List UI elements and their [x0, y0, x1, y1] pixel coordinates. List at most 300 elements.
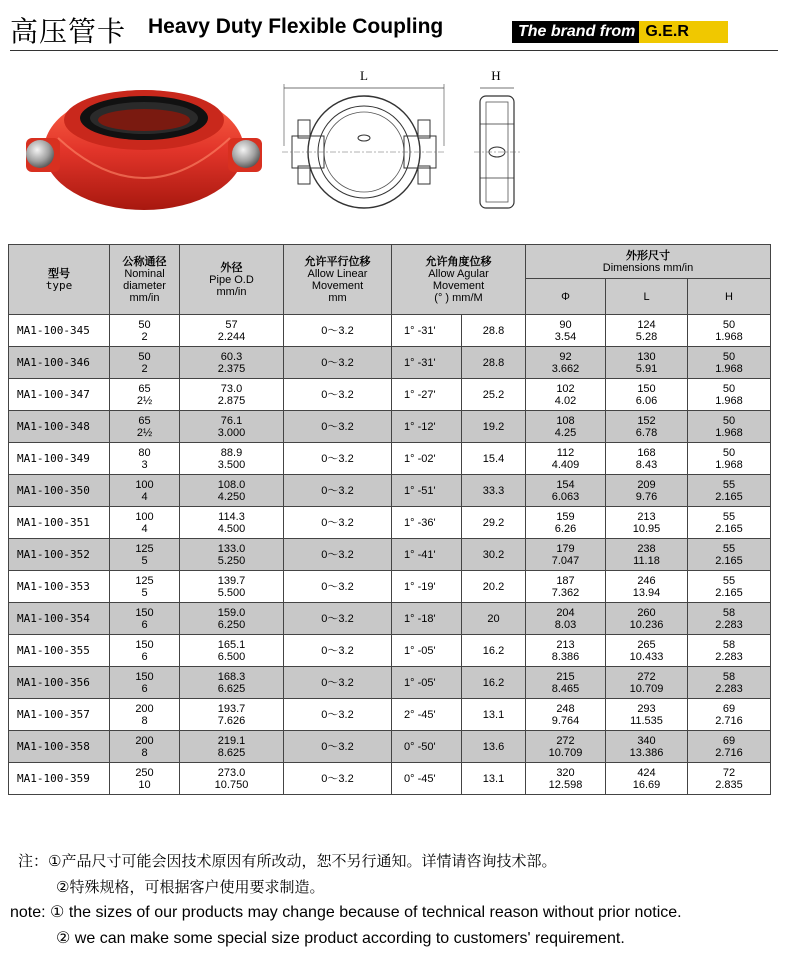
angle-cell: 1° -41': [392, 539, 462, 571]
h-cell-in: 2.283: [715, 618, 743, 631]
type-cell: MA1-100-349: [9, 443, 110, 475]
phi-cell-mm: 320: [556, 766, 575, 779]
h-cell-mm: 50: [722, 318, 736, 331]
h-cell-mm: 55: [722, 542, 736, 555]
h-cell-in: 1.968: [715, 458, 743, 471]
h-cell-in: 2.716: [715, 746, 743, 759]
h-cell-in: 2.283: [715, 682, 743, 695]
od-cell-in: 5.250: [217, 554, 246, 567]
mm-per-m-cell: 20.2: [462, 571, 526, 603]
h-cell-mm: 50: [722, 414, 736, 427]
mm-per-m-cell: 16.2: [462, 635, 526, 667]
header-nominal-diameter: 公称通径 Nominal diameter mm/in: [110, 245, 180, 315]
od-cell-mm: 193.7: [217, 702, 246, 715]
od-cell-mm: 165.1: [217, 638, 246, 651]
table-row: [9, 763, 771, 795]
brand-banner: [512, 21, 728, 43]
table-row: [9, 411, 771, 443]
nominal-cell-mm: 125: [135, 542, 154, 555]
nominal-cell-mm: 150: [135, 606, 154, 619]
l-cell: [606, 699, 688, 731]
header-pipe-od: 外径 Pipe O.D mm/in: [180, 245, 284, 315]
header-angular-movement: 允许角度位移 Allow Agular Movement (° ) mm/M: [392, 245, 526, 315]
h-cell: [688, 667, 771, 699]
h-cell: [688, 315, 771, 347]
table-row: [9, 475, 771, 507]
l-cell-in: 8.43: [635, 458, 658, 471]
l-cell-mm: 130: [637, 350, 656, 363]
phi-cell-in: 4.02: [554, 394, 577, 407]
type-cell: MA1-100-348: [9, 411, 110, 443]
od-cell: [180, 539, 284, 571]
od-cell-in: 4.500: [217, 522, 246, 535]
table-body: [9, 315, 771, 795]
l-cell-mm: 424: [637, 766, 656, 779]
phi-cell-in: 8.03: [554, 618, 577, 631]
h-cell-mm: 50: [722, 382, 736, 395]
nominal-cell: [110, 475, 180, 507]
phi-cell-mm: 159: [556, 510, 575, 523]
od-cell-in: 3.000: [217, 426, 246, 439]
nominal-cell-mm: 150: [135, 670, 154, 683]
l-cell-mm: 246: [637, 574, 656, 587]
linear-cell: 0～3.2: [284, 507, 392, 539]
nominal-cell-in: 2: [141, 330, 148, 343]
od-cell-in: 6.625: [217, 682, 246, 695]
phi-cell-in: 7.047: [551, 554, 580, 567]
phi-cell: [526, 315, 606, 347]
mm-per-m-cell: 19.2: [462, 411, 526, 443]
nominal-cell: [110, 731, 180, 763]
l-cell-in: 10.95: [632, 522, 661, 535]
l-cell: [606, 411, 688, 443]
header-l: L: [606, 279, 688, 315]
table-row: [9, 731, 771, 763]
phi-cell-in: 3.662: [551, 362, 580, 375]
phi-cell-mm: 213: [556, 638, 575, 651]
l-cell-mm: 272: [637, 670, 656, 683]
linear-cell: 0～3.2: [284, 667, 392, 699]
nominal-cell-mm: 100: [135, 510, 154, 523]
od-cell-in: 2.244: [217, 330, 246, 343]
h-cell-mm: 55: [722, 478, 736, 491]
nominal-cell-in: 4: [141, 522, 148, 535]
phi-cell-in: 9.764: [551, 714, 580, 727]
angle-cell: 1° -31': [392, 315, 462, 347]
type-cell: MA1-100-347: [9, 379, 110, 411]
linear-cell: 0～3.2: [284, 731, 392, 763]
phi-cell-in: 7.362: [551, 586, 580, 599]
nominal-cell-in: 6: [141, 618, 148, 631]
linear-cell: 0～3.2: [284, 379, 392, 411]
nominal-cell-in: 2½: [136, 394, 153, 407]
nominal-cell-mm: 200: [135, 702, 154, 715]
od-cell-mm: 219.1: [217, 734, 246, 747]
od-cell-mm: 114.3: [218, 510, 245, 523]
od-cell: [180, 379, 284, 411]
od-cell-in: 7.626: [217, 714, 246, 727]
type-cell: MA1-100-359: [9, 763, 110, 795]
nominal-cell: [110, 443, 180, 475]
h-cell-in: 2.283: [715, 650, 743, 663]
h-cell-in: 1.968: [715, 330, 743, 343]
nominal-cell-mm: 200: [135, 734, 154, 747]
od-cell-in: 10.750: [214, 778, 249, 791]
od-cell-mm: 57: [225, 318, 238, 331]
h-cell: [688, 475, 771, 507]
h-cell: [688, 539, 771, 571]
phi-cell: [526, 667, 606, 699]
l-cell-mm: 150: [637, 382, 656, 395]
phi-cell: [526, 539, 606, 571]
header-linear-movement: 允许平行位移 Allow Linear Movement mm: [284, 245, 392, 315]
l-cell: [606, 443, 688, 475]
od-cell-mm: 60.3: [220, 350, 243, 363]
phi-cell-in: 6.26: [554, 522, 577, 535]
h-cell: [688, 443, 771, 475]
od-cell: [180, 443, 284, 475]
phi-cell-mm: 90: [559, 318, 572, 331]
l-cell: [606, 507, 688, 539]
linear-cell: 0～3.2: [284, 539, 392, 571]
od-cell-mm: 73.0: [220, 382, 243, 395]
nominal-cell-in: 8: [141, 714, 148, 727]
note-english-2: ② we can make some special size product according to customers' requirement.: [56, 930, 625, 947]
linear-cell: 0～3.2: [284, 347, 392, 379]
od-cell-in: 6.500: [217, 650, 246, 663]
od-cell-mm: 159.0: [217, 606, 246, 619]
od-cell: [180, 603, 284, 635]
nominal-cell-in: 6: [141, 682, 148, 695]
phi-cell: [526, 379, 606, 411]
linear-cell: 0～3.2: [284, 411, 392, 443]
h-cell-in: 2.165: [715, 490, 743, 503]
angle-cell: 1° -51': [392, 475, 462, 507]
l-cell-in: 5.28: [635, 330, 658, 343]
h-cell-in: 2.835: [715, 778, 743, 791]
mm-per-m-cell: 29.2: [462, 507, 526, 539]
l-cell: [606, 571, 688, 603]
l-cell-in: 5.91: [635, 362, 658, 375]
h-cell: [688, 635, 771, 667]
od-cell-in: 8.625: [217, 746, 246, 759]
l-cell-mm: 124: [637, 318, 656, 331]
note-chinese-1: 注：①产品尺寸可能会因技术原因有所改动，恕不另行通知。详情请咨询技术部。: [18, 852, 557, 870]
nominal-cell: [110, 667, 180, 699]
l-cell-mm: 152: [637, 414, 656, 427]
od-cell-mm: 139.7: [217, 574, 246, 587]
mm-per-m-cell: 30.2: [462, 539, 526, 571]
l-cell-in: 11.18: [633, 554, 660, 567]
nominal-cell-in: 3: [141, 458, 148, 471]
mm-per-m-cell: 20: [462, 603, 526, 635]
l-cell: [606, 667, 688, 699]
type-cell: MA1-100-357: [9, 699, 110, 731]
l-cell: [606, 763, 688, 795]
linear-cell: 0～3.2: [284, 699, 392, 731]
nominal-cell-in: 5: [141, 586, 148, 599]
nominal-cell-mm: 100: [135, 478, 154, 491]
header-h: H: [688, 279, 771, 315]
table-row: [9, 347, 771, 379]
angle-cell: 1° -36': [392, 507, 462, 539]
phi-cell: [526, 699, 606, 731]
phi-cell: [526, 443, 606, 475]
phi-cell: [526, 571, 606, 603]
angle-cell: 1° -19': [392, 571, 462, 603]
l-cell-in: 13.94: [632, 586, 661, 599]
h-cell-mm: 58: [722, 670, 736, 683]
angle-cell: 1° -12': [392, 411, 462, 443]
mm-per-m-cell: 13.6: [462, 731, 526, 763]
h-cell-mm: 69: [722, 702, 736, 715]
phi-cell-mm: 272: [556, 734, 575, 747]
type-cell: MA1-100-356: [9, 667, 110, 699]
linear-cell: 0～3.2: [284, 763, 392, 795]
note-english-1: note: ① the sizes of our products may change because of technical reason without prior notice.: [10, 904, 682, 921]
od-cell: [180, 699, 284, 731]
phi-cell-mm: 248: [556, 702, 575, 715]
h-cell: [688, 699, 771, 731]
mm-per-m-cell: 33.3: [462, 475, 526, 507]
table-row: [9, 379, 771, 411]
h-cell-mm: 69: [722, 734, 736, 747]
angle-cell: 1° -27': [392, 379, 462, 411]
angle-cell: 1° -05': [392, 635, 462, 667]
od-cell-mm: 108.0: [217, 478, 246, 491]
nominal-cell-mm: 150: [135, 638, 154, 651]
linear-cell: 0～3.2: [284, 571, 392, 603]
l-cell-mm: 209: [637, 478, 656, 491]
nominal-cell: [110, 507, 180, 539]
nominal-cell-in: 5: [141, 554, 148, 567]
mm-per-m-cell: 25.2: [462, 379, 526, 411]
header-type: 型号 type: [9, 245, 110, 315]
type-cell: MA1-100-354: [9, 603, 110, 635]
od-cell: [180, 731, 284, 763]
mm-per-m-cell: 28.8: [462, 315, 526, 347]
l-cell-mm: 340: [637, 734, 656, 747]
type-cell: MA1-100-355: [9, 635, 110, 667]
od-cell: [180, 763, 284, 795]
nominal-cell-in: 10: [138, 778, 151, 791]
h-cell: [688, 379, 771, 411]
table-row: [9, 635, 771, 667]
phi-cell-in: 12.598: [548, 778, 583, 791]
l-cell-in: 6.06: [635, 394, 658, 407]
header-dimensions: 外形尺寸 Dimensions mm/in: [526, 245, 771, 279]
table-row: [9, 699, 771, 731]
table-row: [9, 539, 771, 571]
od-cell: [180, 507, 284, 539]
phi-cell-mm: 187: [556, 574, 575, 587]
h-cell-mm: 58: [722, 606, 736, 619]
phi-cell-in: 10.709: [548, 746, 583, 759]
od-cell-in: 4.250: [217, 490, 246, 503]
od-cell-mm: 133.0: [217, 542, 246, 555]
l-cell: [606, 379, 688, 411]
nominal-cell-mm: 80: [138, 446, 151, 459]
phi-cell: [526, 763, 606, 795]
mm-per-m-cell: 15.4: [462, 443, 526, 475]
specification-table: [8, 244, 771, 795]
mm-per-m-cell: 28.8: [462, 347, 526, 379]
header-rule: [10, 50, 778, 51]
od-cell: [180, 635, 284, 667]
nominal-cell: [110, 635, 180, 667]
nominal-cell-in: 4: [141, 490, 148, 503]
phi-cell-mm: 108: [556, 414, 575, 427]
l-cell-mm: 168: [637, 446, 656, 459]
l-cell-mm: 293: [637, 702, 656, 715]
type-cell: MA1-100-353: [9, 571, 110, 603]
nominal-cell: [110, 347, 180, 379]
h-cell: [688, 731, 771, 763]
table-row: [9, 443, 771, 475]
od-cell-mm: 76.1: [220, 414, 243, 427]
phi-cell-mm: 92: [559, 350, 572, 363]
angle-cell: 0° -50': [392, 731, 462, 763]
type-cell: MA1-100-352: [9, 539, 110, 571]
od-cell-mm: 168.3: [217, 670, 246, 683]
linear-cell: 0～3.2: [284, 603, 392, 635]
h-cell-in: 2.716: [715, 714, 743, 727]
l-cell-in: 10.709: [629, 682, 664, 695]
angle-cell: 1° -18': [392, 603, 462, 635]
phi-cell-mm: 215: [556, 670, 575, 683]
coupling-front-drawing: [278, 66, 450, 226]
nominal-cell: [110, 763, 180, 795]
mm-per-m-cell: 13.1: [462, 763, 526, 795]
phi-cell-in: 8.386: [551, 650, 580, 663]
dimension-l-label: L: [360, 68, 368, 83]
l-cell: [606, 635, 688, 667]
nominal-cell-mm: 50: [138, 318, 151, 331]
h-cell: [688, 411, 771, 443]
phi-cell: [526, 635, 606, 667]
dimension-h-label: H: [491, 68, 501, 83]
title-english: Heavy Duty Flexible Coupling: [148, 15, 444, 38]
h-cell: [688, 571, 771, 603]
h-cell: [688, 603, 771, 635]
l-cell-in: 6.78: [635, 426, 658, 439]
nominal-cell-mm: 50: [138, 350, 151, 363]
phi-cell-in: 4.409: [551, 458, 580, 471]
linear-cell: 0～3.2: [284, 475, 392, 507]
phi-cell: [526, 507, 606, 539]
nominal-cell-mm: 250: [135, 766, 154, 779]
linear-cell: 0～3.2: [284, 443, 392, 475]
h-cell-in: 2.165: [715, 522, 743, 535]
l-cell-mm: 213: [637, 510, 656, 523]
od-cell-in: 2.375: [217, 362, 246, 375]
h-cell-mm: 50: [722, 350, 736, 363]
nominal-cell: [110, 315, 180, 347]
l-cell-in: 13.386: [629, 746, 664, 759]
nominal-cell-mm: 65: [138, 414, 151, 427]
header-phi: Φ: [526, 279, 606, 315]
phi-cell: [526, 603, 606, 635]
angle-cell: 2° -45': [392, 699, 462, 731]
l-cell-in: 11.535: [630, 714, 663, 727]
od-cell: [180, 475, 284, 507]
table-row: [9, 603, 771, 635]
phi-cell: [526, 411, 606, 443]
type-cell: MA1-100-346: [9, 347, 110, 379]
linear-cell: 0～3.2: [284, 635, 392, 667]
phi-cell-in: 6.063: [551, 490, 580, 503]
h-cell-in: 1.968: [715, 362, 743, 375]
angle-cell: 1° -31': [392, 347, 462, 379]
nominal-cell-in: 6: [141, 650, 148, 663]
od-cell-in: 5.500: [217, 586, 246, 599]
mm-per-m-cell: 13.1: [462, 699, 526, 731]
h-cell-mm: 55: [722, 574, 736, 587]
nominal-cell: [110, 411, 180, 443]
nominal-cell: [110, 539, 180, 571]
h-cell-in: 2.165: [715, 554, 743, 567]
mm-per-m-cell: 16.2: [462, 667, 526, 699]
brand-name: G.E.R: [639, 21, 728, 43]
nominal-cell: [110, 379, 180, 411]
page-header: [0, 0, 800, 50]
type-cell: MA1-100-345: [9, 315, 110, 347]
table-row: [9, 571, 771, 603]
l-cell-mm: 265: [637, 638, 656, 651]
od-cell-in: 2.875: [217, 394, 246, 407]
l-cell-in: 16.69: [632, 778, 661, 791]
phi-cell: [526, 347, 606, 379]
h-cell: [688, 763, 771, 795]
phi-cell-mm: 102: [556, 382, 575, 395]
type-cell: MA1-100-351: [9, 507, 110, 539]
nominal-cell-in: 8: [141, 746, 148, 759]
h-cell-in: 1.968: [715, 426, 743, 439]
phi-cell-in: 4.25: [554, 426, 577, 439]
nominal-cell-mm: 65: [138, 382, 151, 395]
angle-cell: 1° -02': [392, 443, 462, 475]
l-cell-in: 10.433: [629, 650, 664, 663]
nominal-cell-in: 2½: [136, 426, 153, 439]
h-cell-in: 2.165: [715, 586, 743, 599]
l-cell: [606, 731, 688, 763]
l-cell: [606, 603, 688, 635]
l-cell-in: 9.76: [635, 490, 658, 503]
l-cell: [606, 475, 688, 507]
table-row: [9, 667, 771, 699]
table-row: [9, 507, 771, 539]
coupling-side-drawing: [470, 66, 528, 226]
phi-cell-in: 3.54: [554, 330, 577, 343]
phi-cell: [526, 475, 606, 507]
l-cell: [606, 539, 688, 571]
h-cell-mm: 72: [722, 766, 736, 779]
h-cell: [688, 507, 771, 539]
od-cell: [180, 347, 284, 379]
phi-cell-mm: 154: [556, 478, 575, 491]
phi-cell-mm: 112: [556, 446, 575, 459]
l-cell-mm: 260: [637, 606, 656, 619]
phi-cell: [526, 731, 606, 763]
nominal-cell-in: 2: [141, 362, 148, 375]
od-cell-in: 3.500: [217, 458, 246, 471]
phi-cell-in: 8.465: [551, 682, 580, 695]
h-cell-mm: 55: [722, 510, 736, 523]
h-cell-in: 1.968: [715, 394, 743, 407]
od-cell: [180, 411, 284, 443]
nominal-cell: [110, 571, 180, 603]
note-chinese-2: ②特殊规格，可根据客户使用要求制造。: [56, 878, 325, 896]
